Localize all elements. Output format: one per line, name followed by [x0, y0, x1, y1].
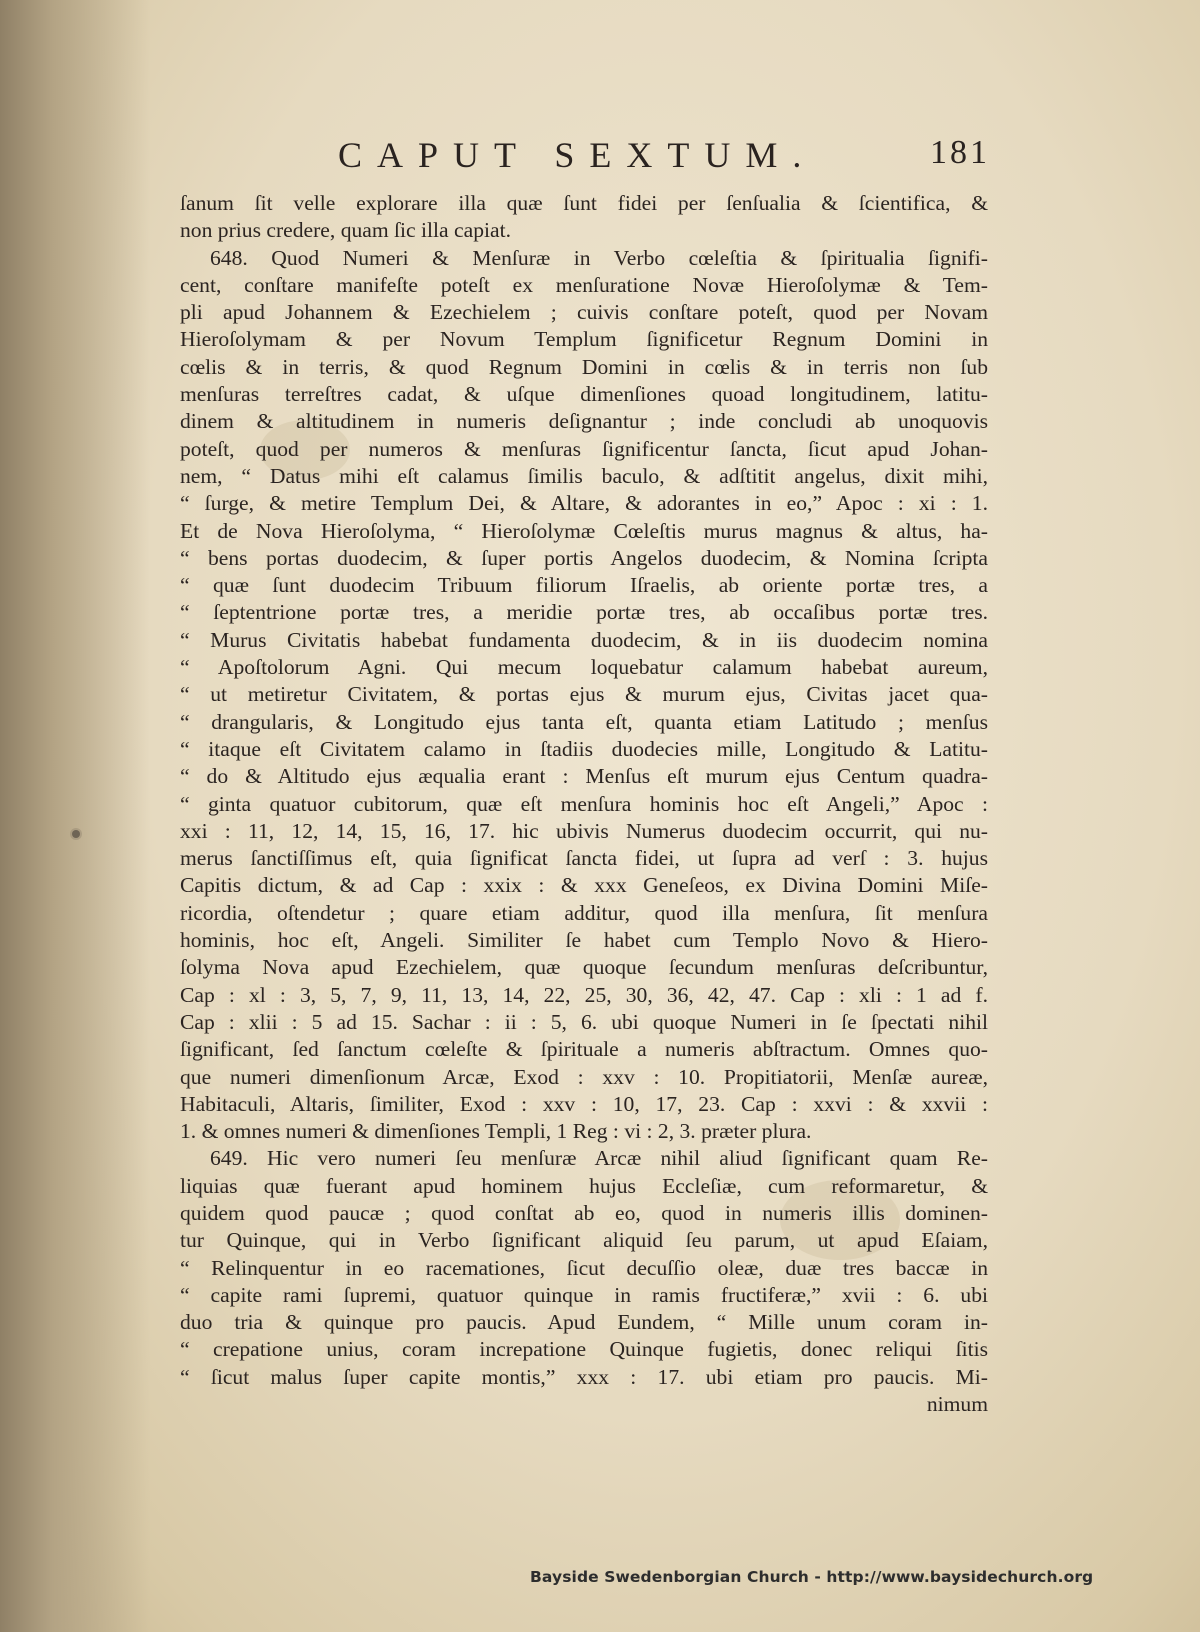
text-line: cent, conſtare manifeſte poteſt ex menſuratione Novæ Hieroſolymæ & Tem-: [180, 272, 988, 297]
text-line: “ crepatione unius, coram increpatione Quinque fugietis, donec reliqui ſitis: [180, 1337, 988, 1362]
text-line: ricordia, oſtendetur ; quare etiam additur, quod illa menſura, ſit menſura: [180, 900, 988, 925]
paper-mark: [72, 830, 80, 838]
text-line: quidem quod paucæ ; quod conſtat ab eo, quod in numeris illis dominen-: [180, 1200, 988, 1225]
text-line: liquias quæ fuerant apud hominem hujus Eccleſiæ, cum reformaretur, &: [180, 1173, 988, 1198]
text-line: “ drangularis, & Longitudo ejus tanta eſt, quanta etiam Latitudo ; menſus: [180, 709, 988, 734]
text-line: “ ſicut malus ſuper capite montis,” xxx : 17. ubi etiam pro paucis. Mi-: [180, 1364, 988, 1389]
text-line: “ Murus Civitatis habebat fundamenta duodecim, & in iis duodecim nomina: [180, 627, 988, 652]
text-line: Et de Nova Hieroſolyma, “ Hieroſolymæ Cœleſtis murus magnus & altus, ha-: [180, 518, 988, 543]
text-line: non prius credere, quam ſic illa capiat.: [180, 218, 511, 243]
text-line: “ ſurge, & metire Templum Dei, & Altare, & adorantes in eo,” Apoc : xi : 1.: [180, 491, 988, 516]
catchword: nimum: [926, 1392, 988, 1417]
text-line: pli apud Johannem & Ezechielem ; cuivis conſtare poteſt, quod per Novam: [180, 300, 988, 325]
text-line: “ ginta quatuor cubitorum, quæ eſt menſura hominis hoc eſt Angeli,” Apoc :: [180, 791, 988, 816]
text-line: ſolyma Nova apud Ezechielem, quæ quoque ſecundum menſuras deſcribuntur,: [180, 955, 988, 980]
text-line: tur Quinque, qui in Verbo ſignificant aliquid ſeu parum, ut apud Eſaiam,: [180, 1228, 988, 1253]
text-line: “ ſeptentrione portæ tres, a meridie portæ tres, ab occaſibus portæ tres.: [180, 600, 988, 625]
text-line: duo tria & quinque pro paucis. Apud Eundem, “ Mille unum coram in-: [180, 1310, 988, 1335]
text-line: Cap : xl : 3, 5, 7, 9, 11, 13, 14, 22, 25, 30, 36, 42, 47. Cap : xli : 1 ad f.: [180, 982, 988, 1007]
text-line: “ itaque eſt Civitatem calamo in ſtadiis duodecies mille, Longitudo & Latitu-: [180, 736, 988, 761]
running-title: CAPUT SEXTUM.: [338, 135, 817, 175]
text-line: “ do & Altitudo ejus æqualia erant : Menſus eſt murum ejus Centum quadra-: [180, 764, 988, 789]
text-line: poteſt, quod per numeros & menſuras ſignificentur ſancta, ſicut apud Johan-: [180, 436, 988, 461]
page-gutter-shadow: [0, 0, 150, 1632]
text-line: “ Relinquentur in eo racemationes, ſicut decuſſio oleæ, duæ tres baccæ in: [180, 1255, 988, 1280]
paragraph-649-start: 649. Hic vero numeri ſeu menſuræ Arcæ nihil aliud ſignificant quam Re-: [210, 1146, 988, 1171]
page-header: [180, 134, 990, 178]
body-text: [180, 190, 988, 1418]
text-line: Capitis dictum, & ad Cap : xxix : & xxx Geneſeos, ex Divina Domini Miſe-: [180, 873, 988, 898]
text-line: menſuras terreſtres cadat, & uſque dimenſiones quoad longitudinem, latitu-: [180, 382, 988, 407]
text-line: Cap : xlii : 5 ad 15. Sachar : ii : 5, 6. ubi quoque Numeri in ſe ſpectati nihil: [180, 1009, 988, 1034]
text-line: hominis, hoc eſt, Angeli. Similiter ſe habet cum Templo Novo & Hiero-: [180, 928, 988, 953]
text-line: xxi : 11, 12, 14, 15, 16, 17. hic ubivis Numerus duodecim occurrit, qui nu-: [180, 818, 988, 843]
page-number: 181: [930, 134, 990, 171]
text-line: ſignificant, ſed ſanctum cœleſte & ſpirituale a numeris abſtractum. Omnes quo-: [180, 1037, 988, 1062]
text-line: que numeri dimenſionum Arcæ, Exod : xxv : 10. Propitiatorii, Menſæ aureæ,: [180, 1064, 988, 1089]
text-line: Habitaculi, Altaris, ſimiliter, Exod : xxv : 10, 17, 23. Cap : xxvi : & xxvii :: [180, 1091, 988, 1116]
text-line: “ ut metiretur Civitatem, & portas ejus & murum ejus, Civitas jacet qua-: [180, 682, 988, 707]
text-line: “ bens portas duodecim, & ſuper portis Angelos duodecim, & Nomina ſcripta: [180, 545, 988, 570]
text-line: “ quæ ſunt duodecim Tribuum filiorum Iſraelis, ab oriente portæ tres, a: [180, 573, 988, 598]
text-line: ſanum ſit velle explorare illa quæ ſunt fidei per ſenſualia & ſcientifica, &: [180, 191, 988, 215]
text-line: “ capite rami ſupremi, quatuor quinque in ramis fructiferæ,” xvii : 6. ubi: [180, 1282, 988, 1307]
text-line: nem, “ Datus mihi eſt calamus ſimilis baculo, & adſtitit angelus, dixit mihi,: [180, 463, 988, 488]
footer-credit: Bayside Swedenborgian Church - http://www.baysidechurch.org: [530, 1568, 1094, 1586]
text-line: “ Apoſtolorum Agni. Qui mecum loquebatur calamum habebat aureum,: [180, 655, 988, 680]
text-line: dinem & altitudinem in numeris deſignantur ; inde concludi ab unoquovis: [180, 409, 988, 434]
text-line: merus ſanctiſſimus eſt, quia ſignificat ſancta fidei, ut ſupra ad verſ : 3. hujus: [180, 846, 988, 871]
text-line: 1. & omnes numeri & dimenſiones Templi, 1 Reg : vi : 2, 3. præter plura.: [180, 1119, 812, 1144]
text-line: Hieroſolymam & per Novum Templum ſignificetur Regnum Domini in: [180, 327, 988, 352]
text-line: cœlis & in terris, & quod Regnum Domini in cœlis & in terris non ſub: [180, 354, 988, 379]
paragraph-648-start: 648. Quod Numeri & Menſuræ in Verbo cœleſtia & ſpiritualia ſignifi-: [210, 245, 988, 270]
